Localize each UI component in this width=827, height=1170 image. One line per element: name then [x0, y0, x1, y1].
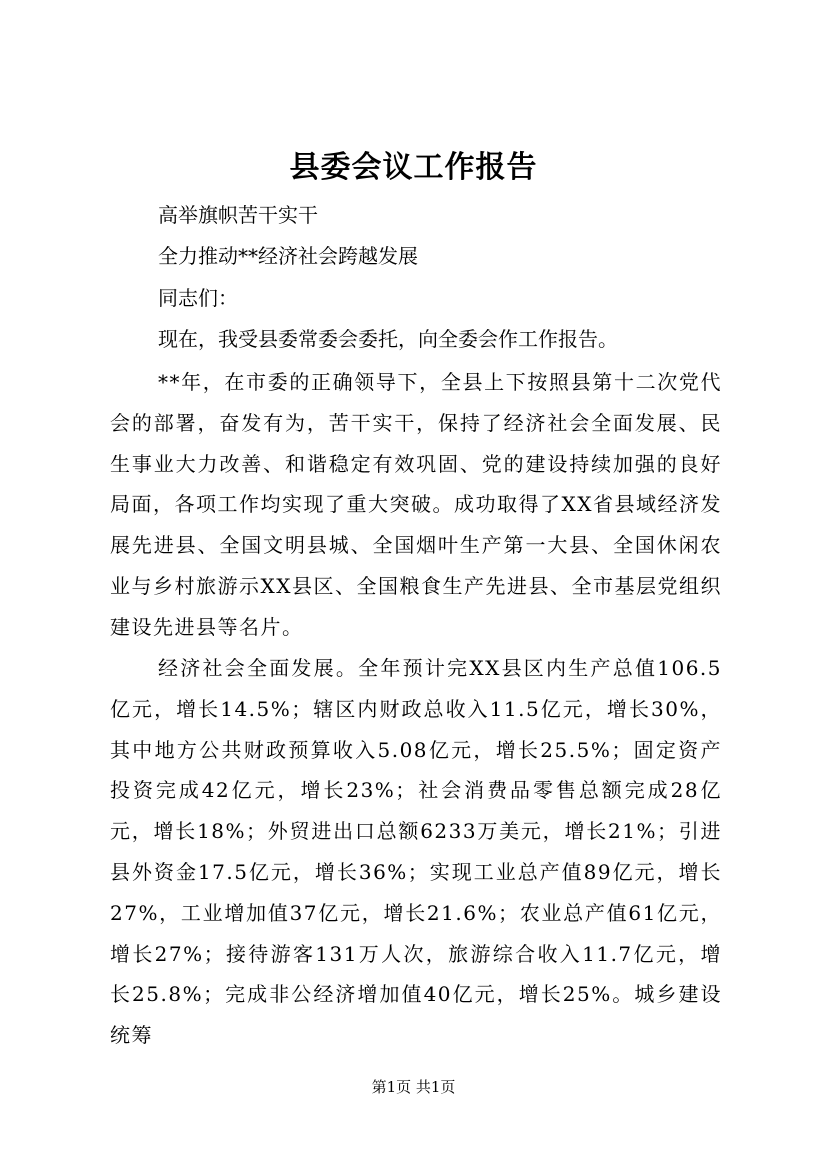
intro-line: 现在，我受县委常委会委托，向全委会作工作报告。 [158, 327, 618, 351]
document-title: 县委会议工作报告 [289, 150, 538, 185]
body-paragraph-1: **年，在市委的正确领导下，全县上下按照县第十二次党代会的部署，奋发有为，苦干实干，保持了经济社会全面发展、民生事业大力改善、和谐稳定有效巩固、党的建设持续加强的良好局面，各项工作均实现了重大突破。成功取得了XX省县域经济发展先进县、全国文明县城、全国烟叶生产第一大县、全国休闲农业与乡村旅游示XX县区、全国粮食生产先进县、全市基层党组织建设先进县等名片。 [110, 370, 722, 639]
salutation: 同志们： [158, 286, 238, 310]
subtitle-line-1: 高举旗帜苦干实干 [158, 203, 318, 227]
subtitle-line-2: 全力推动**经济社会跨越发展 [158, 244, 418, 268]
page-footer: 第1页 共1页 [371, 1078, 456, 1096]
body-paragraph-2: 经济社会全面发展。全年预计完XX县区内生产总值106.5亿元，增长14.5%；辖区内财政总收入11.5亿元，增长30%，其中地方公共财政预算收入5.08亿元，增长25.5%；固定资产投资完成42亿元，增长23%；社会消费品零售总额完成28亿元，增长18%；外贸进出口总额6233万美元，增长21%；引进县外资金17.5亿元，增长36%；实现工业总产值89亿元，增长27%，工业增加值37亿元，增长21.6%；农业总产值61亿元，增长27%；接待游客131万人次，旅游综合收入11.7亿元，增长25.8%；完成非公经济增加值40亿元，增长25%。城乡建设统筹 [110, 656, 722, 1048]
